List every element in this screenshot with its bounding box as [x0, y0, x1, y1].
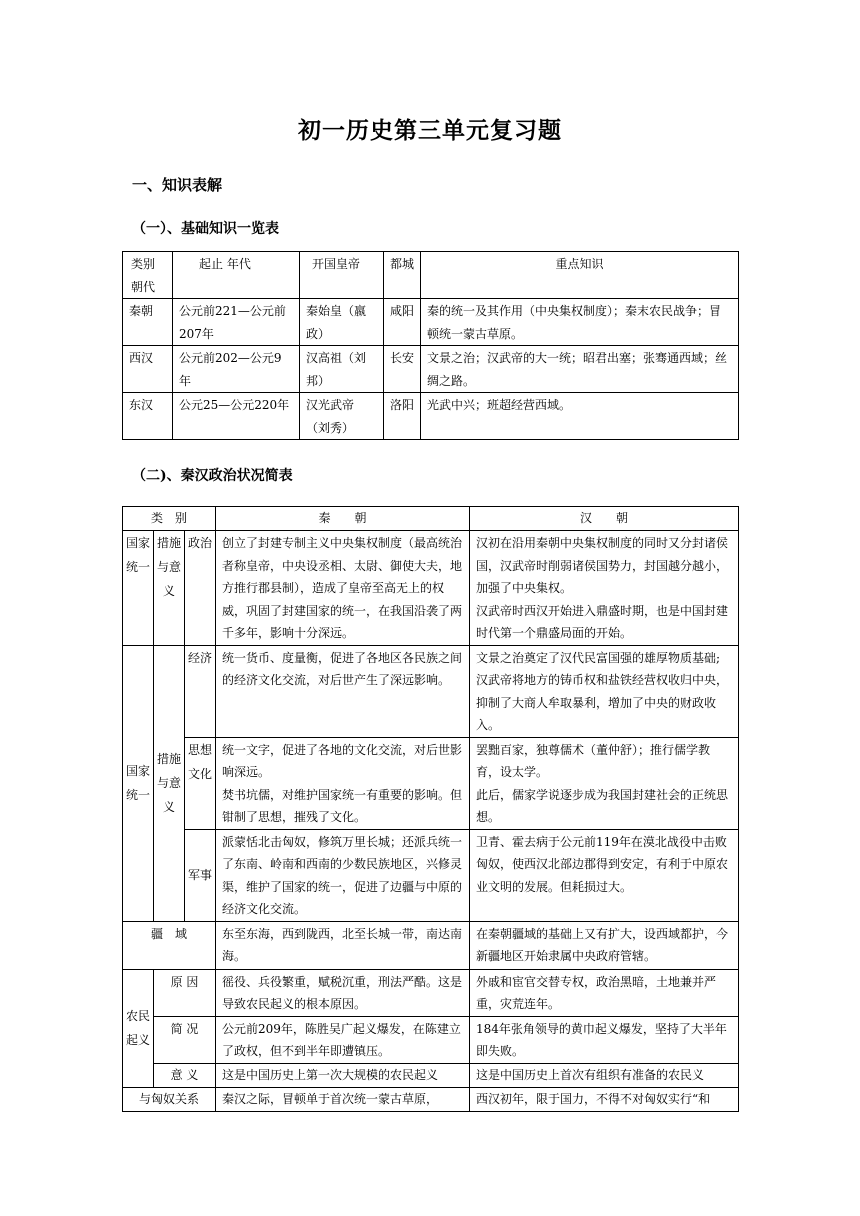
cell-han-territory: 在秦朝疆域的基础上又有扩大，设西域都护，今新疆地区开始隶属中央政府管辖。 — [470, 921, 739, 969]
cell-capital: 洛阳 — [384, 393, 421, 440]
table-header-row — [123, 507, 739, 531]
cell-han-military: 卫青、霍去病于公元前119年在漠北战役中击败匈奴，使西汉北部边郡得到安定，有利于中原农业文明的发展。但耗损过大。 — [470, 829, 739, 921]
cell-capital: 咸阳 — [384, 299, 421, 346]
header-category: 类别 朝代 — [123, 252, 173, 299]
cell-key: 文景之治；汉武帝的大一统；昭君出塞；张骞通西域；丝绸之路。 — [421, 346, 739, 393]
page-title: 初一历史第三单元复习题 — [298, 117, 562, 144]
label-territory: 疆 域 — [123, 921, 216, 969]
cell-dynasty: 东汉 — [123, 393, 173, 440]
label-measures: 措施与意义 — [154, 645, 185, 921]
label-culture: 思想文化 — [185, 737, 216, 829]
label-unity: 国家统一 — [123, 645, 154, 921]
cell-qin-politics: 创立了封建专制主义中央集权制度（最高统治者称皇帝，中央设丞相、太尉、御使大夫，地方推行郡县制），造成了皇帝至高无上的权威，巩固了封建国家的统一，在我国沿袭了两千多年，影响十分深远。 — [216, 531, 470, 646]
cell-capital: 长安 — [384, 346, 421, 393]
cell-han-meaning: 这是中国历史上首次有组织有准备的农民义 — [470, 1063, 739, 1087]
cell-qin-meaning: 这是中国历史上第一次大规模的农民起义 — [216, 1063, 470, 1087]
cell-qin-economy: 统一货币、度量衡，促进了各地区各民族之间的经济文化交流，对后世产生了深远影响。 — [216, 645, 470, 737]
label-brief: 简 况 — [154, 1016, 216, 1063]
cell-han-brief: 184年张角领导的黄巾起义爆发，坚持了大半年即失败。 — [470, 1016, 739, 1063]
cell-qin-xiongnu: 秦汉之际，冒顿单于首次统一蒙古草原， — [216, 1087, 470, 1111]
cell-qin-territory: 东至东海，西到陇西，北至长城一带，南达南海。 — [216, 921, 470, 969]
header-capital: 都城 — [384, 252, 421, 299]
table-header-row — [123, 252, 739, 299]
cell-han-economy: 文景之治奠定了汉代民富国强的雄厚物质基础;汉武帝将地方的铸币权和盐铁经营权收归中央，抑制了大商人牟取暴利，增加了中央的财政收入。 — [470, 645, 739, 737]
label-military: 军事 — [185, 829, 216, 921]
label-measures: 措施与意义 — [154, 531, 185, 646]
label-xiongnu: 与匈奴关系 — [123, 1087, 216, 1111]
cell-han-cause: 外戚和宦官交替专权，政治黑暗，土地兼并严重，灾荒连年。 — [470, 969, 739, 1016]
subsection-heading-basic: （一）、基础知识一览表 — [132, 221, 279, 237]
table-row — [123, 346, 739, 393]
cell-qin-cause: 徭役、兵役繁重，赋税沉重，刑法严酷。这是导致农民起义的根本原因。 — [216, 969, 470, 1016]
cell-han-culture: 罢黜百家，独尊儒术（董仲舒）；推行儒学教育，设太学。 此后，儒家学说逐步成为我国封建社会的正统思想。 — [470, 737, 739, 829]
label-unity: 国家统一 — [123, 531, 154, 646]
table-row — [123, 1016, 739, 1063]
table-row — [123, 921, 739, 969]
cell-dynasty: 秦朝 — [123, 299, 173, 346]
cell-qin-military: 派蒙恬北击匈奴，修筑万里长城；还派兵统一了东南、岭南和西南的少数民族地区，兴修灵渠，维护了国家的统一，促进了边疆与中原的经济文化交流。 — [216, 829, 470, 921]
cell-han-xiongnu: 西汉初年，限于国力，不得不对匈奴实行“和 — [470, 1087, 739, 1111]
cell-period: 公元前221—公元前207年 — [173, 299, 300, 346]
header-category: 类 别 — [123, 507, 216, 531]
label-politics: 政治 — [185, 531, 216, 646]
table-row — [123, 393, 739, 440]
header-key: 重点知识 — [421, 252, 739, 299]
label-meaning: 意 义 — [154, 1063, 216, 1087]
qin-han-politics-table — [122, 506, 739, 1112]
header-han: 汉 朝 — [470, 507, 739, 531]
label-peasant: 农民起义 — [123, 969, 154, 1087]
cell-founder: 汉高祖（刘邦） — [300, 346, 384, 393]
table-row — [123, 829, 739, 921]
table-row — [123, 737, 739, 829]
section-heading: 一、知识表解 — [132, 176, 223, 194]
cell-qin-brief: 公元前209年，陈胜吴广起义爆发，在陈建立了政权，但不到半年即遭镇压。 — [216, 1016, 470, 1063]
basic-knowledge-table — [122, 251, 739, 440]
table-row — [123, 969, 739, 1016]
cell-dynasty: 西汉 — [123, 346, 173, 393]
cell-period: 公元前202—公元9年 — [173, 346, 300, 393]
table-row — [123, 1087, 739, 1111]
table-row — [123, 299, 739, 346]
cell-han-politics: 汉初在沿用秦朝中央集权制度的同时又分封诸侯国，汉武帝时削弱诸侯国势力，封国越分越小，加强了中央集权。 汉武帝时西汉开始进入鼎盛时期，也是中国封建时代第一个鼎盛局面的开始。 — [470, 531, 739, 646]
header-qin: 秦 朝 — [216, 507, 470, 531]
cell-founder: 汉光武帝（刘秀） — [300, 393, 384, 440]
cell-qin-culture: 统一文字，促进了各地的文化交流，对后世影响深远。 焚书坑儒，对维护国家统一有重要的影响。但钳制了思想，摧残了文化。 — [216, 737, 470, 829]
label-economy: 经济 — [185, 645, 216, 737]
subsection-heading-politics: （二)、秦汉政治状况简表 — [132, 468, 293, 484]
cell-key: 秦的统一及其作用（中央集权制度）；秦末农民战争；冒顿统一蒙古草原。 — [421, 299, 739, 346]
header-period: 起止 年代 — [173, 252, 300, 299]
cell-key: 光武中兴；班超经营西域。 — [421, 393, 739, 440]
table-row — [123, 645, 739, 737]
header-founder: 开国皇帝 — [300, 252, 384, 299]
cell-founder: 秦始皇（嬴政） — [300, 299, 384, 346]
table-row — [123, 531, 739, 646]
table-row — [123, 1063, 739, 1087]
label-cause: 原 因 — [154, 969, 216, 1016]
cell-period: 公元25—公元220年 — [173, 393, 300, 440]
